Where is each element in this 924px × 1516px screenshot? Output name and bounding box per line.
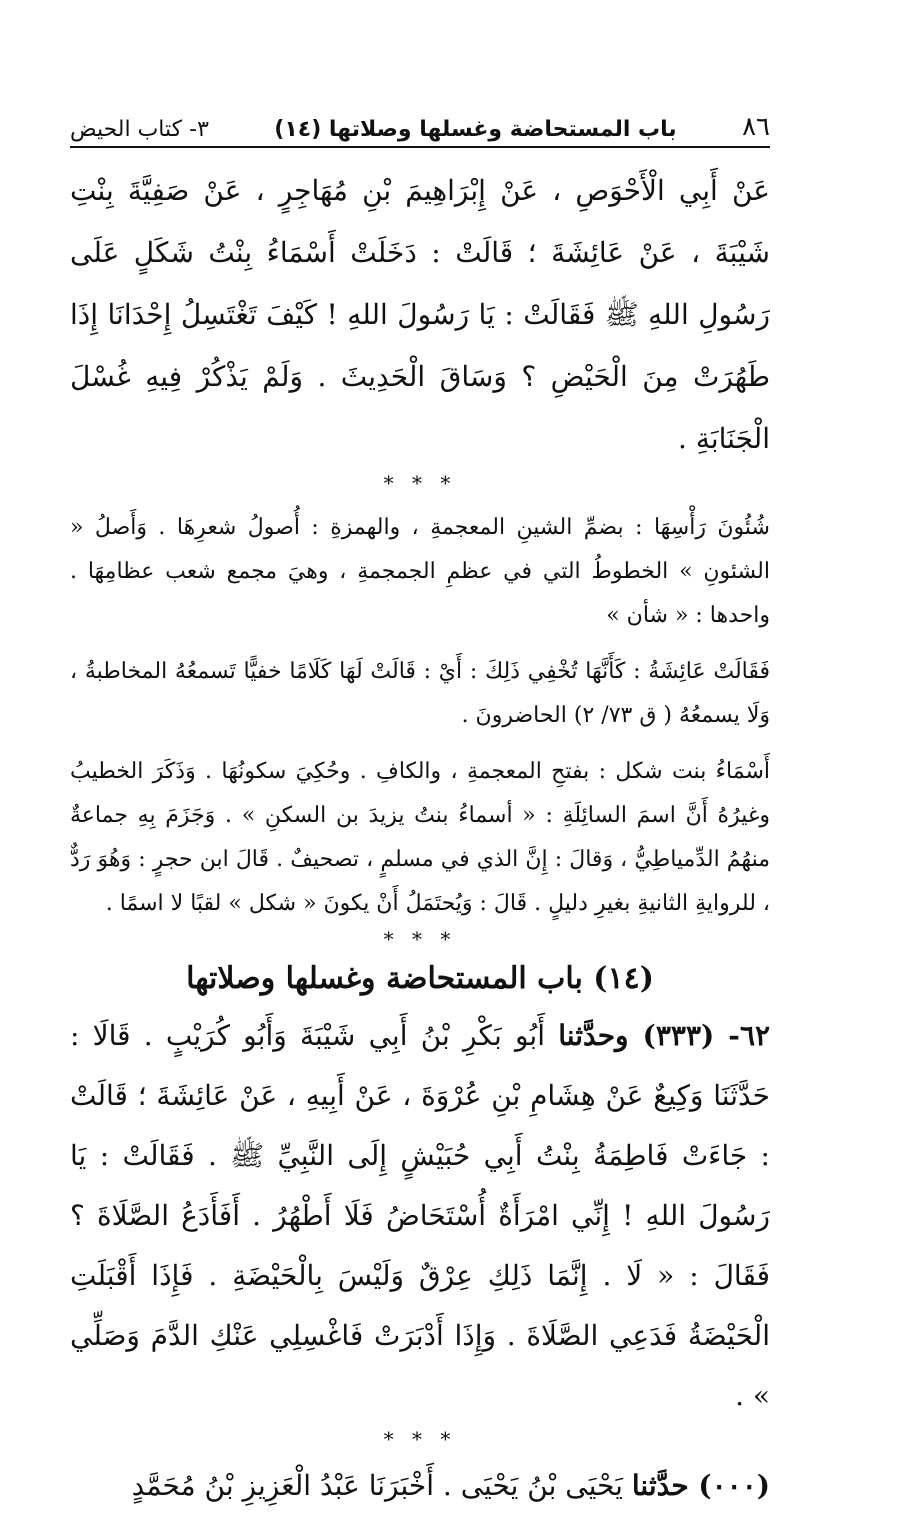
hadith-000 [70, 1456, 770, 1516]
separator: * * * [383, 1427, 457, 1451]
chapter-header: (١٤) باب المستحاضة وغسلها وصلاتها [274, 117, 677, 142]
hadith-62 [70, 1006, 770, 1426]
page [70, 108, 770, 1516]
separator: * * * [383, 471, 457, 495]
chapter-title: (١٤) باب المستحاضة وغسلها وصلاتها [186, 961, 654, 996]
book-title: ٣- كتاب الحيض [70, 117, 209, 142]
hadith-000-label: (٠٠٠) حدَّثنا [631, 1469, 770, 1502]
running-header [70, 108, 770, 148]
hadith-62-text: أَبُو بَكْرِ بْنُ أَبِي شَيْبَةَ وَأَبُو كُرَيْبٍ . قَالَا : حَدَّثَنَا وَكِيعٌ عَنْ هِشَامِ بْنِ عُرْوَةَ ، عَنْ أَبِيهِ ، عَنْ عَائِشَةَ ؛ قَالَتْ : جَاءَتْ فَاطِمَةُ بِنْتُ أَبِي حُبَيْشٍ إِلَى النَّبِيِّ ﷺ . فَقَالَتْ : يَا رَسُولَ اللهِ ! إِنِّي امْرَأَةٌ أُسْتَحَاضُ فَلَا أَطْهُرُ . أَفَأَدَعُ الصَّلَاةَ ؟ فَقَالَ : « لَا . إِنَّمَا ذَلِكِ عِرْقٌ وَلَيْسَ بِالْحَيْضَةِ . فَإِذَا أَقْبَلَتِ الْحَيْضَةُ فَدَعِي الصَّلَاةَ . وَإِذَا أَدْبَرَتْ فَاغْسِلِي عَنْكِ الدَّمَ وَصَلِّي » . [70, 1019, 770, 1412]
hadith-text-continued: عَنْ أَبِي الْأَحْوَصِ ، عَنْ إِبْرَاهِيمَ بْنِ مُهَاجِرٍ ، عَنْ صَفِيَّةَ بِنْتِ شَيْبَةَ ، عَنْ عَائِشَةَ ؛ قَالَتْ : دَخَلَتْ أَسْمَاءُ بِنْتُ شَكَلٍ عَلَى رَسُولِ اللهِ ﷺ فَقَالَتْ : يَا رَسُولَ اللهِ ! كَيْفَ تَغْتَسِلُ إِحْدَانَا إِذَا طَهُرَتْ مِنَ الْحَيْضِ ؟ وَسَاقَ الْحَدِيثَ . وَلَمْ يَذْكُرْ فِيهِ غُسْلَ الْجَنَابَةِ . [70, 174, 770, 455]
commentary-1: شُئُونَ رَأْسِهَا : بضمِّ الشينِ المعجمةِ ، والهمزةِ : أُصولُ شعرِهَا . وَأَصلُ « الشئونِ » الخطوطُ التي في عظمِ الجمجمةِ ، وهيَ مجمع شعب عظامِهَا . واحدها : « شأن » [70, 515, 770, 628]
separator: * * * [383, 927, 457, 951]
hadith-62-label: ٦٢- (٣٣٣) وحدَّثنا [558, 1019, 771, 1052]
hadith-000-text: يَحْيَى بْنُ يَحْيَى . أَخْبَرَنَا عَبْدُ الْعَزِيزِ بْنُ مُحَمَّدٍ [131, 1469, 623, 1502]
commentary-3: أَسْمَاءُ بنت شكل : بفتحِ المعجمةِ ، والكافِ . وحُكِيَ سكونُهَا . وَذَكَرَ الخطيبُ وغيرُهُ أَنَّ اسمَ السائِلَةِ : « أسماءُ بنتُ يزيدَ بن السكنِ » . وَجَزَمَ بِهِ جماعةٌ منهُمُ الدِّمياطِيُّ ، وَقالَ : إِنَّ الذي في مسلمٍ ، تصحيفٌ . قَالَ ابن حجرٍ : وَهُوَ رَدٌّ ، للروايةِ الثانيةِ بغيرِ دليلٍ . قَالَ : وَيُحتَمَلُ أَنْ يكونَ « شكل » لقبًا لا اسمًا . [70, 759, 770, 916]
page-number: ٨٦ [742, 112, 770, 142]
commentary-2: فَقَالَتْ عَائِشَةُ : كَأَنَّهَا تُخْفِي ذَلِكَ : أَيْ : قَالَتْ لَهَا كَلَامًا خفيًّا تَسمعُهُ المخاطبةُ ، وَلَا يسمعُهُ ( ق ٧٣/ ٢) الحاضرونَ . [70, 659, 770, 728]
